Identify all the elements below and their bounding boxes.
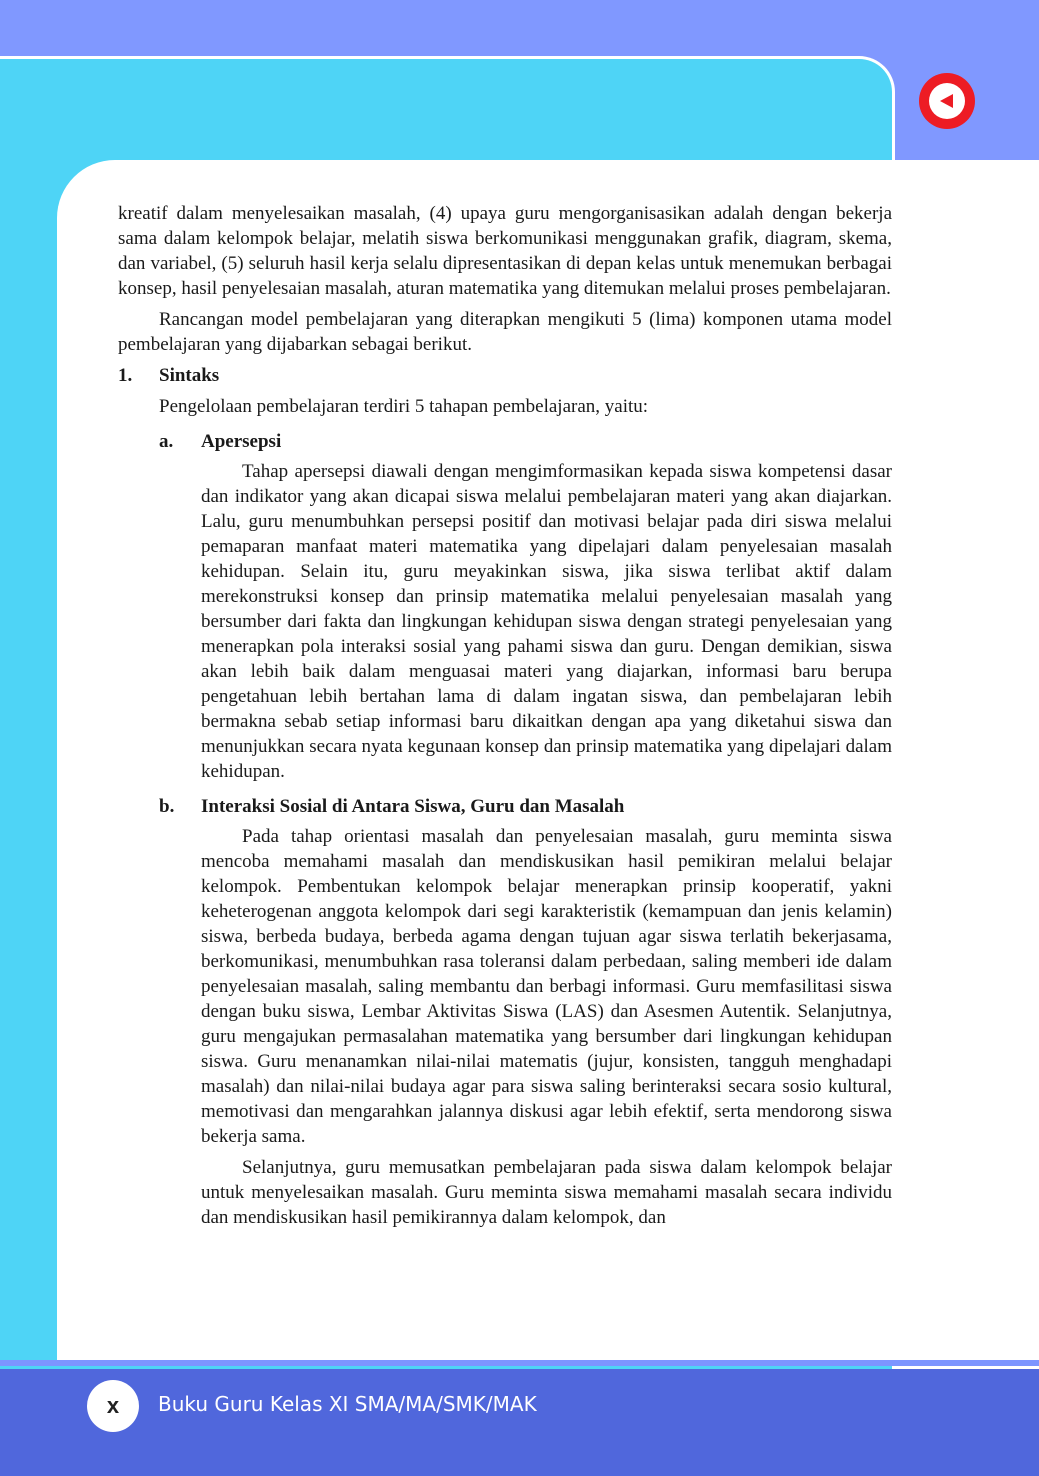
back-arrow-icon <box>937 91 957 111</box>
subsection-letter: a. <box>159 431 174 452</box>
back-button-inner <box>929 83 965 119</box>
section-number: 1. <box>118 365 133 386</box>
subsection-title: Interaksi Sosial di Antara Siswa, Guru dan Masalah <box>201 796 625 817</box>
subsection-heading <box>159 794 892 819</box>
book-title: Buku Guru Kelas XI SMA/MA/SMK/MAK <box>158 1392 537 1416</box>
subsection-heading <box>159 429 892 454</box>
back-button[interactable] <box>919 73 975 129</box>
footer-divider <box>0 1360 1039 1366</box>
section-heading <box>118 363 892 388</box>
page-number: x <box>87 1380 139 1432</box>
subsection-body: Pada tahap orientasi masalah dan penyelesaian masalah, guru meminta siswa mencoba memahami masalah dan mendiskusikan hasil pemikiran melalui belajar kelompok. Pembentukan kelompok belajar menerapkan prinsip kooperatif, yakni keheterogenan anggota kelompok dari segi karakteristik (kemampuan dan jenis kelamin) siswa, berbeda budaya, berbeda agama dengan tujuan agar siswa terlatih bekerjasama, berkomunikasi, menumbuhkan rasa toleransi dalam perbedaan, saling memberi ide dalam penyelesaian masalah, saling membantu dan berbagi informasi. Guru memfasilitasi siswa dengan buku siswa, Lembar Aktivitas Siswa (LAS) dan Asesmen Autentik. Selanjutnya, guru mengajukan permasalahan matematika yang bersumber dari lingkungan kehidupan siswa. Guru menanamkan nilai-nilai matematis (jujur, konsisten, tangguh menghadapi masalah) dan nilai-nilai budaya agar para siswa saling berinteraksi secara sosio kultural, memotivasi dan mengarahkan jalannya diskusi agar lebih efektif, serta mendorong siswa bekerja sama. <box>201 826 892 1147</box>
main-content <box>118 201 892 1230</box>
subsection-letter: b. <box>159 796 175 817</box>
footer-bar <box>0 1369 1039 1476</box>
paragraph: kreatif dalam menyelesaikan masalah, (4) upaya guru mengorganisasikan adalah dengan bekerja sama dalam kelompok belajar, melatih siswa berkomunikasi menggunakan grafik, diagram, skema, dan variabel, (5) seluruh hasil kerja selalu dipresentasikan di depan kelas untuk menemukan berbagai konsep, hasil penyelesaian masalah, aturan matematika yang ditemukan melalui proses pembelajaran. <box>118 203 892 299</box>
subsection-body: Tahap apersepsi diawali dengan mengimformasikan kepada siswa kompetensi dasar dan indikator yang akan dicapai siswa melalui pembelajaran materi yang akan diajarkan. Lalu, guru menumbuhkan persepsi positif dan motivasi belajar pada diri siswa melalui pemaparan manfaat materi matematika yang dipelajari dalam penyelesaian masalah kehidupan. Selain itu, guru meyakinkan siswa, jika siswa terlibat aktif dalam merekonstruksi konsep dan prinsip matematika melalui penyelesaian masalah yang bersumber dari fakta dan lingkungan kehidupan siswa dengan strategi penyelesaian yang menerapkan pola interaksi sosial yang pahami siswa dan guru. Dengan demikian, siswa akan lebih baik dalam menguasai materi yang diajarkan, informasi baru berupa pengetahuan lebih bertahan lama di dalam ingatan siswa, dan pembelajaran lebih bermakna sebab setiap informasi baru dikaitkan dengan apa yang diketahui siswa dan menunjukkan secara nyata kegunaan konsep dan prinsip matematika yang dipelajari dalam kehidupan. <box>201 461 892 782</box>
subsection-body: Selanjutnya, guru memusatkan pembelajaran pada siswa dalam kelompok belajar untuk menyelesaikan masalah. Guru meminta siswa memahami masalah secara individu dan mendiskusikan hasil pemikirannya dalam kelompok, dan <box>201 1157 892 1228</box>
section-title: Sintaks <box>159 365 220 386</box>
section-intro: Pengelolaan pembelajaran terdiri 5 tahapan pembelajaran, yaitu: <box>159 396 649 417</box>
paragraph: Rancangan model pembelajaran yang diterapkan mengikuti 5 (lima) komponen utama model pembelajaran yang dijabarkan sebagai berikut. <box>118 309 892 355</box>
subsection-title: Apersepsi <box>201 431 282 452</box>
